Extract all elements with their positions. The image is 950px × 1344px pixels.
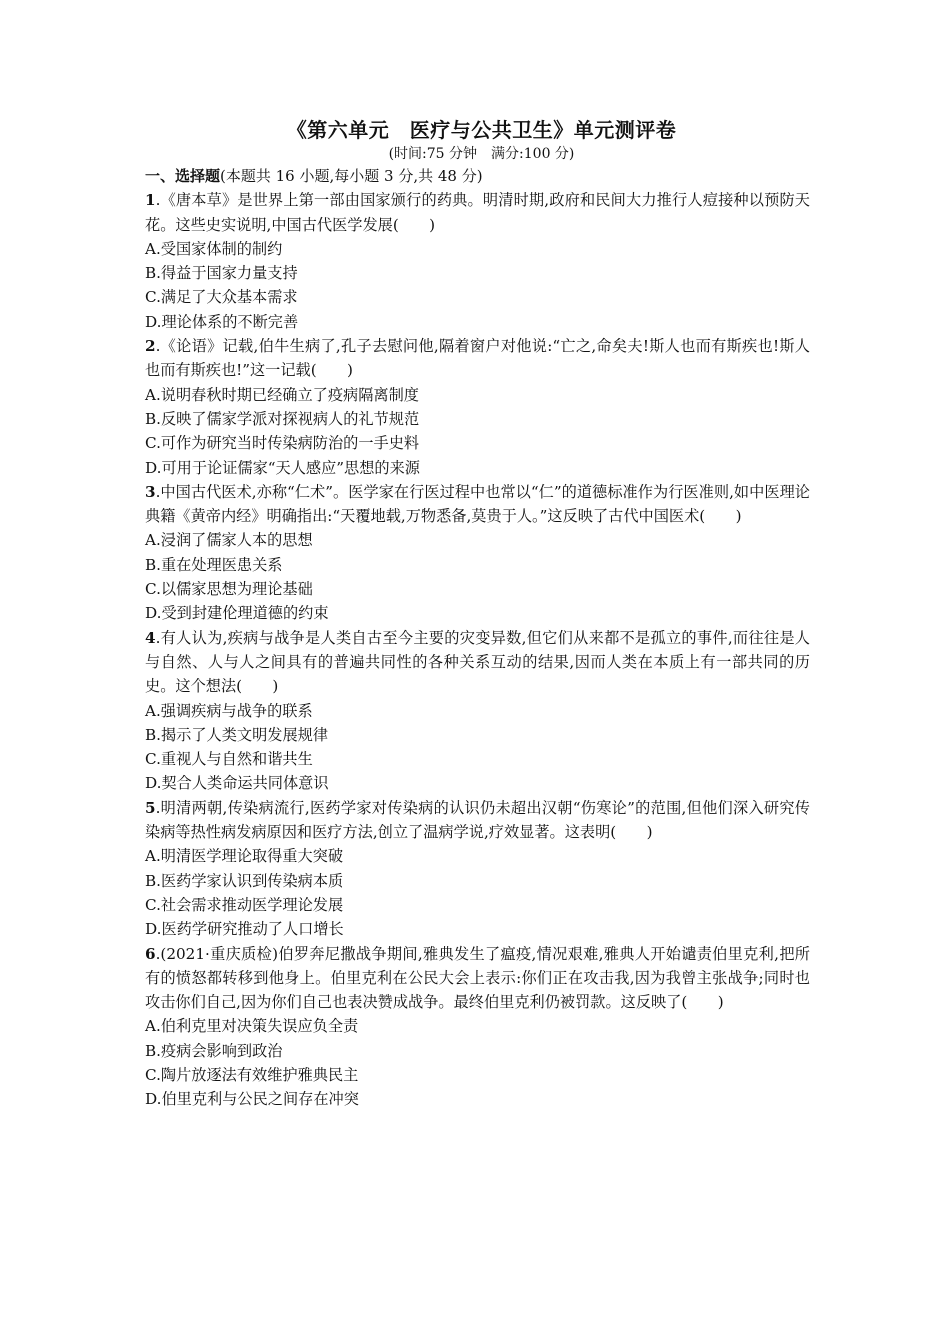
question-number: 6 (145, 944, 156, 963)
option-d: D.契合人类命运共同体意识 (145, 774, 329, 793)
section-title: 一、选择题 (145, 167, 221, 185)
option-c: C.重视人与自然和谐共生 (145, 750, 313, 769)
question-stem (145, 188, 810, 237)
option-d: D.医药学研究推动了人口增长 (145, 920, 344, 939)
question-3 (145, 480, 810, 626)
option-b: B.医药学家认识到传染病本质 (145, 871, 344, 890)
question-stem (145, 480, 810, 529)
option-c: C.社会需求推动医学理论发展 (145, 895, 344, 914)
option-d: D.可用于论证儒家“天人感应”思想的来源 (145, 458, 420, 477)
question-number: 5 (145, 798, 156, 817)
page-title: 《第六单元 医疗与公共卫生》单元测评卷 (286, 118, 677, 142)
question-text: .明清两朝,传染病流行,医药学家对传染病的认识仍未超出汉朝“伤寒论”的范围,但他们深入研究传染病等热性病发病原因和医疗方法,创立了温病学说,疗效显著。这表明( ) (145, 798, 810, 842)
question-stem (145, 334, 810, 383)
exam-info: (时间:75 分钟 满分:100 分) (388, 146, 575, 162)
question-number: 2 (145, 337, 156, 356)
question-text: .(2021·重庆质检)伯罗奔尼撒战争期间,雅典发生了瘟疫,情况艰难,雅典人开始谴责伯里克利,把所有的愤怒都转移到他身上。伯里克利在公民大会上表示:你们正在攻击我,因为我曾主张战争;同时也攻击你们自己,因为你们自己也表决赞成战争。最终伯里克利仍被罚款。这反映了( ) (145, 944, 810, 1012)
question-text: .《唐本草》是世界上第一部由国家颁行的药典。明清时期,政府和民间大力推行人痘接种以预防天花。这些史实说明,中国古代医学发展( ) (145, 191, 810, 234)
option-d: D.受到封建伦理道德的约束 (145, 604, 329, 623)
question-text: .有人认为,疾病与战争是人类自古至今主要的灾变异数,但它们从来都不是孤立的事件,而往往是人与自然、人与人之间具有的普遍共同性的各种关系互动的结果,因而人类在本质上有一部共同的历史。这个想法( ) (145, 628, 810, 696)
option-c: C.满足了大众基本需求 (145, 288, 298, 307)
section-heading (145, 164, 810, 188)
question-4 (145, 626, 810, 796)
option-c: C.可作为研究当时传染病防治的一手史料 (145, 434, 420, 453)
option-a: A.强调疾病与战争的联系 (145, 701, 313, 720)
option-b: B.疫病会影响到政治 (145, 1041, 283, 1060)
option-c: C.陶片放逐法有效维护雅典民主 (145, 1065, 359, 1084)
option-c: C.以儒家思想为理论基础 (145, 580, 313, 599)
question-stem (145, 796, 810, 845)
question-number: 1 (145, 191, 156, 210)
section-note: (本题共 16 小题,每小题 3 分,共 48 分) (220, 167, 483, 185)
option-b: B.反映了儒家学派对探视病人的礼节规范 (145, 409, 420, 428)
option-b: B.揭示了人类文明发展规律 (145, 725, 329, 744)
option-d: D.伯里克利与公民之间存在冲突 (145, 1090, 359, 1109)
question-5 (145, 796, 810, 942)
question-1 (145, 188, 810, 334)
document-page (145, 116, 810, 1112)
question-6 (145, 942, 810, 1112)
question-text: .中国古代医术,亦称“仁术”。医学家在行医过程中也常以“仁”的道德标准作为行医准则,如中医理论典籍《黄帝内经》明确指出:“天覆地载,万物悉备,莫贵于人。”这反映了古代中国医术( ) (145, 482, 810, 526)
option-a: A.浸润了儒家人本的思想 (145, 531, 313, 550)
question-stem (145, 626, 810, 699)
question-number: 3 (145, 482, 156, 501)
option-a: A.受国家体制的制约 (145, 239, 283, 258)
question-2 (145, 334, 810, 480)
option-b: B.得益于国家力量支持 (145, 264, 298, 283)
option-a: A.明清医学理论取得重大突破 (145, 847, 344, 866)
question-stem (145, 942, 810, 1015)
option-a: A.说明春秋时期已经确立了疫病隔离制度 (145, 385, 419, 404)
option-d: D.理论体系的不断完善 (145, 312, 299, 331)
option-b: B.重在处理医患关系 (145, 555, 283, 574)
option-a: A.伯利克里对决策失误应负全责 (145, 1017, 359, 1036)
question-number: 4 (145, 628, 156, 647)
question-text: .《论语》记载,伯牛生病了,孔子去慰问他,隔着窗户对他说:“亡之,命矣夫!斯人也而有斯疾也!斯人也而有斯疾也!”这一记载( ) (145, 337, 810, 380)
